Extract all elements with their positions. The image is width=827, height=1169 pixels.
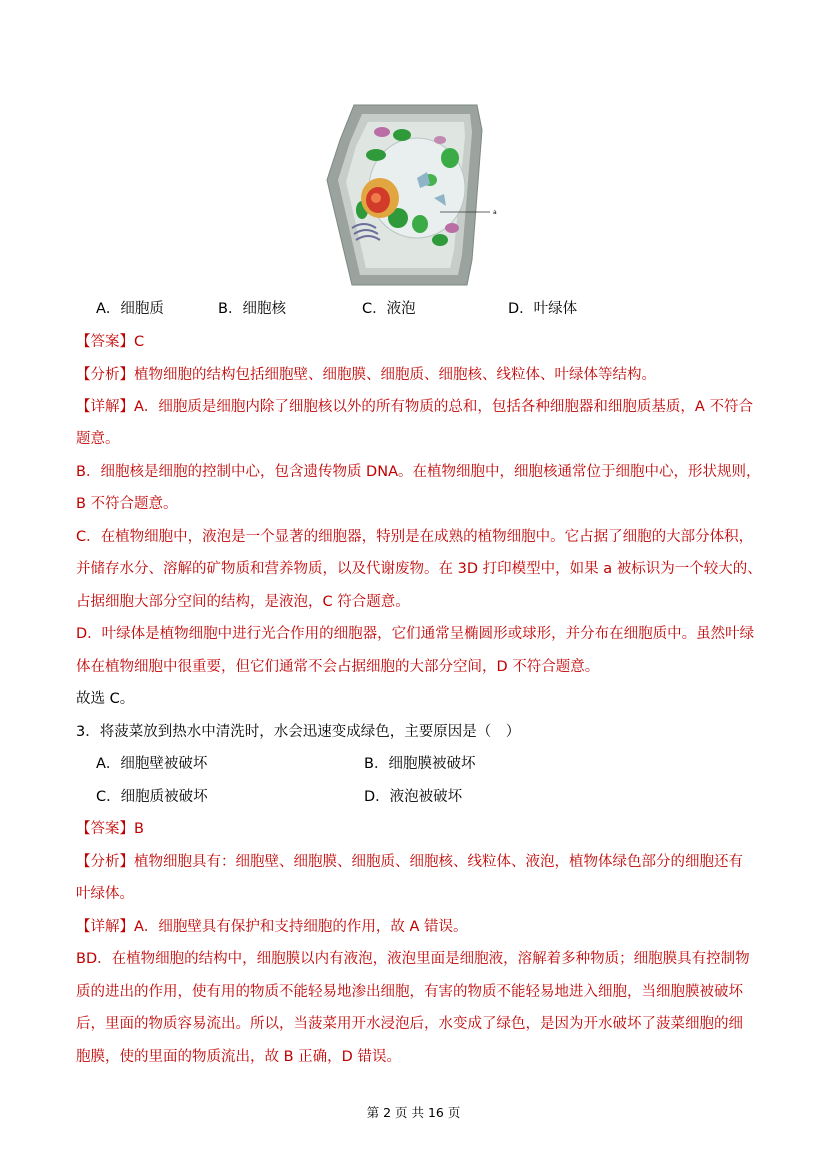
- q2-option-c: C．液泡: [362, 301, 416, 317]
- q2-option-a: A．细胞质: [96, 301, 164, 317]
- q2-detail-c-line1: C．在植物细胞中，液泡是一个显著的细胞器，特别是在成熟的植物细胞中。它占据了细胞的大部分体积，: [76, 529, 754, 545]
- q3-option-c: C．细胞质被破坏: [96, 789, 208, 805]
- q3-detail-a: 【详解】A．细胞壁具有保护和支持细胞的作用，故 A 错误。: [76, 919, 468, 935]
- q2-detail-b-line1: B．细胞核是细胞的控制中心，包含遗传物质 DNA。在植物细胞中，细胞核通常位于细胞中心，形状规则，: [76, 464, 761, 480]
- q3-option-d: D．液泡被破坏: [364, 789, 463, 805]
- page-footer: 第 2 页 共 16 页: [366, 1105, 461, 1120]
- q3-stem: 3．将菠菜放到热水中清洗时，水会迅速变成绿色，主要原因是（ ）: [76, 724, 521, 740]
- q3-detail-bd-line4: 胞膜，使的里面的物质流出，故 B 正确，D 错误。: [76, 1049, 401, 1065]
- q2-detail-c-line3: 占据细胞大部分空间的结构，是液泡，C 符合题意。: [76, 594, 410, 610]
- q2-detail-c-line2: 并储存水分、溶解的矿物质和营养物质，以及代谢废物。在 3D 打印模型中，如果 a 被标识为一个较大的、: [76, 561, 762, 577]
- q2-option-b: B．细胞核: [218, 301, 286, 317]
- q3-option-a: A．细胞壁被破坏: [96, 756, 208, 772]
- q3-option-b: B．细胞膜被破坏: [364, 756, 476, 772]
- q2-option-d: D．叶绿体: [508, 301, 578, 317]
- q2-analysis: 【分析】植物细胞的结构包括细胞壁、细胞膜、细胞质、细胞核、线粒体、叶绿体等结构。: [76, 367, 656, 383]
- q3-detail-bd-line3: 后，里面的物质容易流出。所以，当菠菜用开水浸泡后，水变成了绿色，是因为开水破坏了菠菜细胞的细: [76, 1016, 743, 1032]
- figure-label-a: a: [493, 209, 497, 216]
- q3-analysis-line2: 叶绿体。: [76, 886, 134, 902]
- plant-cell-figure: [322, 100, 502, 290]
- q3-detail-bd-line2: 质的进出的作用，使有用的物质不能轻易地渗出细胞，有害的物质不能轻易地进入细胞，当细胞膜被破坏: [76, 984, 743, 1000]
- q2-detail-a-line2: 题意。: [76, 431, 120, 447]
- q3-answer: 【答案】B: [76, 821, 144, 837]
- q2-detail-a-line1: 【详解】A．细胞质是细胞内除了细胞核以外的所有物质的总和，包括各种细胞器和细胞质基质，A 不符合: [76, 399, 753, 415]
- q2-detail-d-line2: 体在植物细胞中很重要，但它们通常不会占据细胞的大部分空间，D 不符合题意。: [76, 659, 600, 675]
- q3-analysis-line1: 【分析】植物细胞具有：细胞壁、细胞膜、细胞质、细胞核、线粒体、液泡，植物体绿色部分的细胞还有: [76, 854, 743, 870]
- q3-detail-bd-line1: BD．在植物细胞的结构中，细胞膜以内有液泡，液泡里面是细胞液，溶解着多种物质；细胞膜具有控制物: [76, 951, 750, 967]
- q2-detail-b-line2: B 不符合题意。: [76, 496, 178, 512]
- q2-answer: 【答案】C: [76, 334, 145, 350]
- q2-detail-d-line1: D．叶绿体是植物细胞中进行光合作用的细胞器，它们通常呈椭圆形或球形，并分布在细胞质中。虽然叶绿: [76, 626, 755, 642]
- q2-conclusion: 故选 C。: [76, 691, 135, 707]
- plant-cell-illustration: [322, 100, 502, 290]
